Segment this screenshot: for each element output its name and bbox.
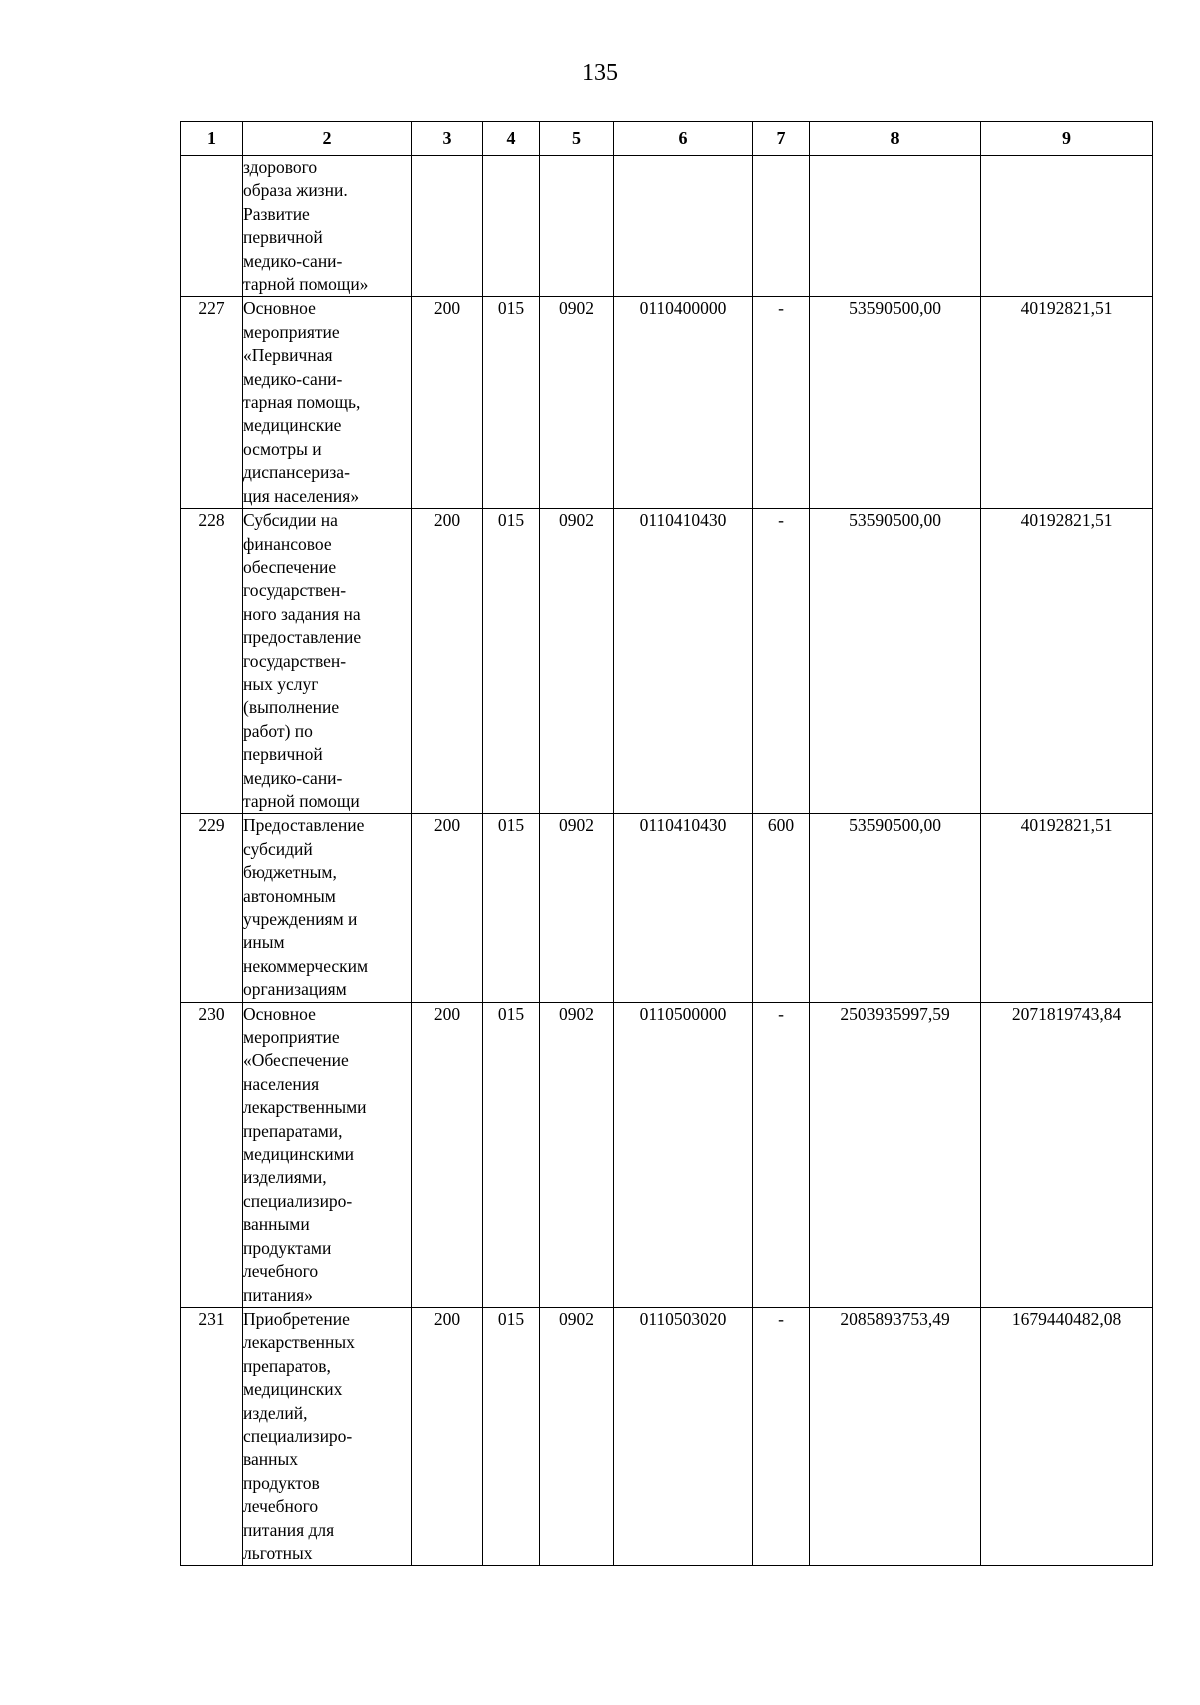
name-line: учреждениям и: [243, 909, 358, 929]
cell-col-4: 015: [483, 814, 540, 1002]
table-row: [181, 509, 1153, 814]
row-number: [181, 156, 243, 297]
name-line: медицинскими: [243, 1144, 355, 1165]
cell-col-9: 1679440482,08: [981, 1307, 1153, 1565]
name-line: препаратов,: [243, 1355, 331, 1376]
table-row: [181, 156, 1153, 297]
cell-col-7: -: [753, 509, 810, 814]
name-line: продуктами: [243, 1237, 332, 1258]
table-row: [181, 814, 1153, 1002]
name-line: лекарственных: [243, 1332, 355, 1353]
row-number: 228: [181, 509, 243, 814]
name-line: медицинские: [243, 415, 342, 436]
name-line: некоммерческим: [243, 955, 369, 976]
cell-col-5: 0902: [540, 1307, 614, 1565]
name-line: Предоставление: [243, 815, 365, 836]
header-col-1: 1: [181, 122, 243, 156]
name-line: Приобретение: [243, 1308, 350, 1329]
header-col-9: 9: [981, 122, 1153, 156]
name-line: ция населения»: [243, 485, 360, 506]
name-line: специализиро-: [243, 1425, 353, 1446]
cell-col-9: 2071819743,84: [981, 1002, 1153, 1307]
name-line: тарной помощи: [243, 790, 360, 811]
cell-col-9: 40192821,51: [981, 509, 1153, 814]
name-line: тарной помощи»: [243, 274, 369, 295]
cell-col-4: [483, 156, 540, 297]
name-line: государствен-: [243, 650, 347, 671]
cell-col-5: 0902: [540, 509, 614, 814]
name-line: работ) по: [243, 720, 313, 741]
cell-col-6: 0110400000: [614, 297, 753, 509]
cell-col-4: 015: [483, 297, 540, 509]
cell-col-7: [753, 156, 810, 297]
name-line: (выполнение: [243, 697, 340, 718]
name-line: образа жизни.: [243, 180, 348, 201]
cell-col-8: 2503935997,59: [810, 1002, 981, 1307]
name-line: автономным: [243, 885, 336, 906]
name-line: медицинских: [243, 1379, 343, 1400]
name-line: изделий,: [243, 1402, 308, 1423]
cell-col-7: -: [753, 1002, 810, 1307]
row-number: 229: [181, 814, 243, 1002]
table-row: [181, 297, 1153, 509]
name-line: субсидий: [243, 838, 313, 859]
name-line: мероприятие: [243, 1027, 340, 1048]
cell-col-9: 40192821,51: [981, 814, 1153, 1002]
header-col-2: 2: [243, 122, 412, 156]
cell-col-8: 53590500,00: [810, 814, 981, 1002]
cell-col-6: 0110503020: [614, 1307, 753, 1565]
name-line: ванных: [243, 1449, 299, 1470]
name-line: продуктов: [243, 1472, 320, 1493]
cell-col-6: 0110410430: [614, 814, 753, 1002]
name-line: первичной: [243, 744, 323, 765]
header-col-8: 8: [810, 122, 981, 156]
row-name: [243, 1002, 412, 1307]
cell-col-6: 0110500000: [614, 1002, 753, 1307]
header-col-4: 4: [483, 122, 540, 156]
name-line: медико-сани-: [243, 767, 343, 788]
cell-col-7: -: [753, 1307, 810, 1565]
cell-col-7: -: [753, 297, 810, 509]
name-line: иным: [243, 932, 285, 953]
table-row: [181, 1002, 1153, 1307]
cell-col-3: 200: [412, 297, 483, 509]
header-col-6: 6: [614, 122, 753, 156]
name-line: Основное: [243, 1003, 316, 1024]
header-col-5: 5: [540, 122, 614, 156]
name-line: здорового: [243, 157, 318, 177]
cell-col-4: 015: [483, 1002, 540, 1307]
name-line: мероприятие: [243, 321, 340, 342]
row-number: 231: [181, 1307, 243, 1565]
row-name: [243, 297, 412, 509]
name-line: обеспечение: [243, 556, 337, 577]
name-line: лечебного: [243, 1496, 319, 1517]
name-line: Субсидии на: [243, 510, 338, 531]
header-col-3: 3: [412, 122, 483, 156]
name-line: предоставление: [243, 627, 362, 648]
name-line: «Обеспечение: [243, 1050, 349, 1071]
page-number: 135: [582, 60, 618, 86]
name-line: питания для: [243, 1519, 335, 1540]
cell-col-6: 0110410430: [614, 509, 753, 814]
name-line: изделиями,: [243, 1167, 327, 1188]
name-line: Основное: [243, 298, 316, 319]
budget-table: [180, 121, 1153, 1566]
cell-col-3: 200: [412, 814, 483, 1002]
table-header-row: [181, 122, 1153, 156]
cell-col-3: 200: [412, 509, 483, 814]
name-line: препаратами,: [243, 1120, 343, 1141]
cell-col-5: [540, 156, 614, 297]
cell-col-4: 015: [483, 509, 540, 814]
cell-col-6: [614, 156, 753, 297]
row-number: 230: [181, 1002, 243, 1307]
name-line: лечебного: [243, 1261, 319, 1282]
name-line: государствен-: [243, 580, 347, 601]
name-line: организациям: [243, 979, 347, 1000]
row-name: [243, 509, 412, 814]
name-line: льготных: [243, 1542, 313, 1563]
header-col-7: 7: [753, 122, 810, 156]
name-line: Развитие: [243, 203, 310, 224]
cell-col-8: [810, 156, 981, 297]
name-line: питания»: [243, 1284, 313, 1305]
cell-col-4: 015: [483, 1307, 540, 1565]
row-name: [243, 814, 412, 1002]
table-row: [181, 1307, 1153, 1565]
name-line: специализиро-: [243, 1190, 353, 1211]
cell-col-7: 600: [753, 814, 810, 1002]
name-line: медико-сани-: [243, 368, 343, 389]
name-line: медико-сани-: [243, 250, 343, 271]
row-name: [243, 156, 412, 297]
cell-col-8: 2085893753,49: [810, 1307, 981, 1565]
cell-col-5: 0902: [540, 1002, 614, 1307]
cell-col-5: 0902: [540, 814, 614, 1002]
row-number: 227: [181, 297, 243, 509]
name-line: осмотры и: [243, 438, 322, 459]
name-line: бюджетным,: [243, 862, 337, 883]
name-line: ных услуг: [243, 673, 319, 694]
name-line: диспансериза-: [243, 462, 350, 483]
name-line: тарная помощь,: [243, 392, 361, 413]
row-name: [243, 1307, 412, 1565]
name-line: первичной: [243, 227, 323, 248]
cell-col-9: [981, 156, 1153, 297]
cell-col-5: 0902: [540, 297, 614, 509]
cell-col-9: 40192821,51: [981, 297, 1153, 509]
name-line: финансовое: [243, 533, 332, 554]
name-line: «Первичная: [243, 345, 333, 366]
cell-col-3: 200: [412, 1002, 483, 1307]
cell-col-8: 53590500,00: [810, 509, 981, 814]
name-line: населения: [243, 1073, 320, 1094]
cell-col-3: [412, 156, 483, 297]
cell-col-8: 53590500,00: [810, 297, 981, 509]
name-line: ного задания на: [243, 603, 361, 624]
name-line: лекарственными: [243, 1097, 367, 1118]
cell-col-3: 200: [412, 1307, 483, 1565]
name-line: ванными: [243, 1214, 310, 1235]
